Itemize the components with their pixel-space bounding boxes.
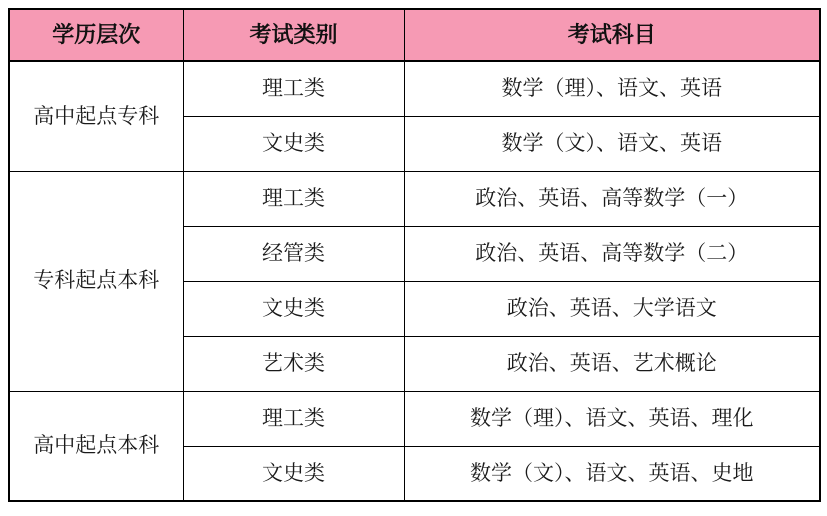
category-cell: 理工类 (183, 391, 404, 446)
header-cell-education-level: 学历层次 (9, 9, 183, 61)
category-cell: 经管类 (183, 226, 404, 281)
category-cell: 理工类 (183, 61, 404, 116)
category-cell: 理工类 (183, 171, 404, 226)
header-cell-exam-subjects: 考试科目 (404, 9, 820, 61)
subjects-cell: 政治、英语、大学语文 (404, 281, 820, 336)
category-cell: 文史类 (183, 446, 404, 501)
level-cell-zhuanke-benke: 专科起点本科 (9, 171, 183, 391)
category-cell: 艺术类 (183, 336, 404, 391)
table-row (9, 391, 820, 446)
level-cell-gaozhong-zhuanke: 高中起点专科 (9, 61, 183, 171)
level-cell-gaozhong-benke: 高中起点本科 (9, 391, 183, 501)
table-row (9, 61, 820, 116)
subjects-cell: 数学（文）、语文、英语 (404, 116, 820, 171)
category-cell: 文史类 (183, 116, 404, 171)
header-cell-exam-category: 考试类别 (183, 9, 404, 61)
subjects-cell: 数学（理）、语文、英语 (404, 61, 820, 116)
subjects-cell: 数学（理）、语文、英语、理化 (404, 391, 820, 446)
exam-subjects-table (8, 8, 821, 502)
table-row (9, 171, 820, 226)
subjects-cell: 政治、英语、高等数学（一） (404, 171, 820, 226)
subjects-cell: 数学（文）、语文、英语、史地 (404, 446, 820, 501)
subjects-cell: 政治、英语、艺术概论 (404, 336, 820, 391)
category-cell: 文史类 (183, 281, 404, 336)
table-header-row (9, 9, 820, 61)
subjects-cell: 政治、英语、高等数学（二） (404, 226, 820, 281)
